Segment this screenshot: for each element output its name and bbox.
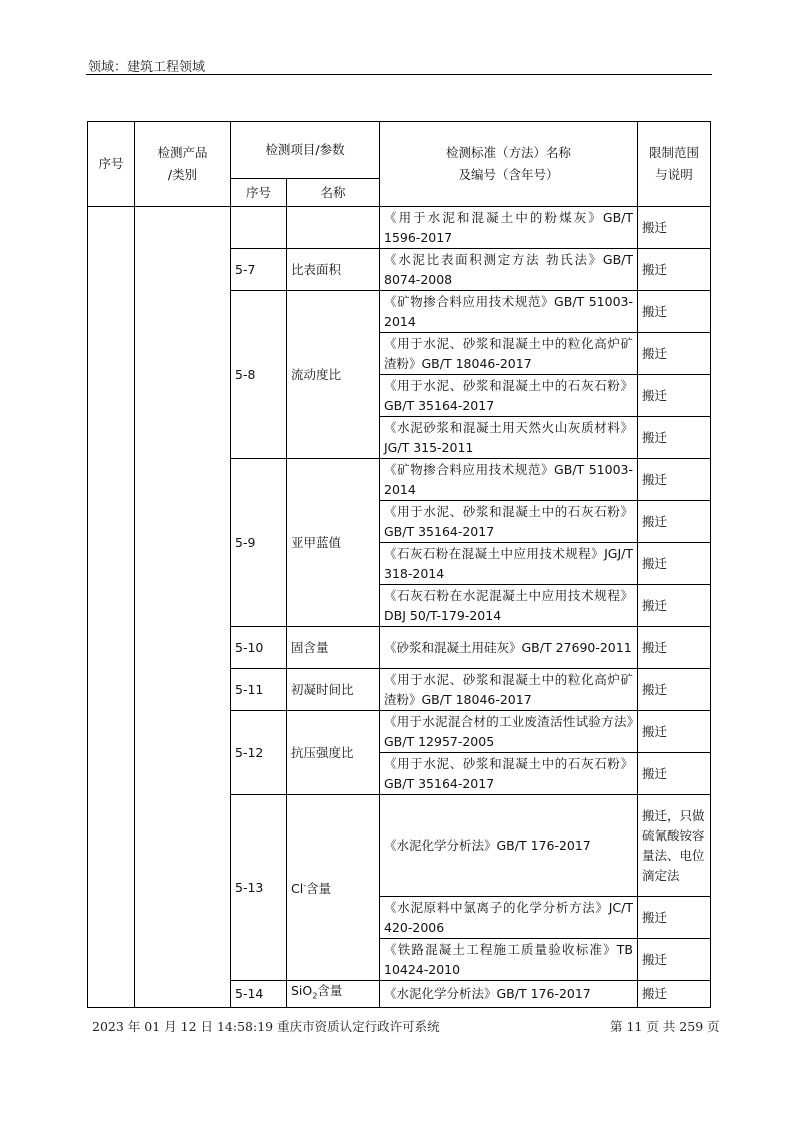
- param-name-cell: 亚甲蓝值: [287, 459, 380, 627]
- param-seq-cell: 5-9: [231, 459, 287, 627]
- standard-cell: 《砂浆和混凝土用硅灰》GB/T 27690-2011: [380, 627, 638, 669]
- header-rule: [86, 74, 712, 75]
- limit-cell: 搬迁: [638, 417, 711, 459]
- param-seq-cell: 5-10: [231, 627, 287, 669]
- limit-cell: 搬迁: [638, 459, 711, 501]
- col-header-limit: 限制范围 与说明: [638, 122, 711, 207]
- limit-cell: 搬迁: [638, 981, 711, 1008]
- product-cell: [135, 207, 231, 1008]
- limit-cell: 搬迁: [638, 585, 711, 627]
- standard-cell: 《水泥化学分析法》GB/T 176-2017: [380, 795, 638, 897]
- limit-cell: 搬迁: [638, 501, 711, 543]
- standard-cell: 《矿物掺合料应用技术规范》GB/T 51003-2014: [380, 291, 638, 333]
- limit-cell: 搬迁: [638, 249, 711, 291]
- param-name-cell: 流动度比: [287, 291, 380, 459]
- limit-cell: 搬迁: [638, 291, 711, 333]
- standard-cell: 《水泥砂浆和混凝土用天然火山灰质材料》JG/T 315-2011: [380, 417, 638, 459]
- param-name-cell: [287, 795, 380, 981]
- limit-cell: 搬迁: [638, 375, 711, 417]
- col-header-param-name: 名称: [287, 179, 380, 207]
- col-header-seq: 序号: [88, 122, 135, 207]
- limit-cell: 搬迁: [638, 543, 711, 585]
- standard-cell: 《用于水泥、砂浆和混凝土中的粒化高炉矿渣粉》GB/T 18046-2017: [380, 669, 638, 711]
- seq-cell: [88, 207, 135, 1008]
- standard-cell: 《用于水泥、砂浆和混凝土中的粒化高炉矿渣粉》GB/T 18046-2017: [380, 333, 638, 375]
- param-seq-cell: 5-8: [231, 291, 287, 459]
- limit-cell: 搬迁: [638, 207, 711, 249]
- param-seq-cell: 5-14: [231, 981, 287, 1008]
- table-row: [88, 207, 711, 249]
- footer-timestamp-system: 2023 年 01 月 12 日 14:58:19 重庆市资质认定行政许可系统: [92, 1019, 440, 1034]
- page-header-domain: 领域：建筑工程领域: [88, 60, 206, 75]
- standard-cell: 《石灰石粉在水泥混凝土中应用技术规程》DBJ 50/T-179-2014: [380, 585, 638, 627]
- silica-symbol: SiO: [291, 983, 313, 998]
- param-seq-cell: 5-13: [231, 795, 287, 981]
- col-header-param: 检测项目/参数: [231, 122, 380, 179]
- param-name-cell: [287, 207, 380, 249]
- limit-cell: 搬迁: [638, 333, 711, 375]
- param-name-suffix: 含量: [306, 881, 332, 897]
- limit-cell: 搬迁: [638, 627, 711, 669]
- col-header-standard: 检测标准（方法）名称 及编号（含年号）: [380, 122, 638, 207]
- standard-cell: 《用于水泥、砂浆和混凝土中的石灰石粉》GB/T 35164-2017: [380, 501, 638, 543]
- standard-cell: 《用于水泥、砂浆和混凝土中的石灰石粉》GB/T 35164-2017: [380, 753, 638, 795]
- limit-cell: 搬迁: [638, 897, 711, 939]
- limit-cell: 搬迁: [638, 753, 711, 795]
- standard-cell: 《水泥比表面积测定方法 勃氏法》GB/T 8074-2008: [380, 249, 638, 291]
- param-name-cell: 抗压强度比: [287, 711, 380, 795]
- standard-cell: 《水泥化学分析法》GB/T 176-2017: [380, 981, 638, 1008]
- limit-cell: 搬迁: [638, 939, 711, 981]
- standard-cell: 《用于水泥和混凝土中的粉煤灰》GB/T 1596-2017: [380, 207, 638, 249]
- chloride-charge: -: [303, 880, 307, 890]
- standard-cell: 《铁路混凝土工程施工质量验收标准》TB 10424-2010: [380, 939, 638, 981]
- standard-cell: 《水泥原料中氯离子的化学分析方法》JC/T 420-2006: [380, 897, 638, 939]
- standard-cell: 《石灰石粉在混凝土中应用技术规程》JGJ/T 318-2014: [380, 543, 638, 585]
- param-name-cell: 固含量: [287, 627, 380, 669]
- param-name-cell: [287, 981, 380, 1008]
- limit-cell: 搬迁，只做硫氰酸铵容量法、电位滴定法: [638, 795, 711, 897]
- param-seq-cell: [231, 207, 287, 249]
- inspection-standards-table: [87, 121, 711, 1008]
- standard-cell: 《矿物掺合料应用技术规范》GB/T 51003-2014: [380, 459, 638, 501]
- standard-cell: 《用于水泥、砂浆和混凝土中的石灰石粉》GB/T 35164-2017: [380, 375, 638, 417]
- param-name-cell: 比表面积: [287, 249, 380, 291]
- param-seq-cell: 5-11: [231, 669, 287, 711]
- param-name-cell: 初凝时间比: [287, 669, 380, 711]
- param-name-suffix: 含量: [317, 983, 343, 998]
- param-seq-cell: 5-7: [231, 249, 287, 291]
- silica-subscript: 2: [312, 991, 318, 1001]
- limit-cell: 搬迁: [638, 711, 711, 753]
- col-header-product: 检测产品 /类别: [135, 122, 231, 207]
- param-seq-cell: 5-12: [231, 711, 287, 795]
- limit-cell: 搬迁: [638, 669, 711, 711]
- footer-page-number: 第 11 页 共 259 页: [610, 1019, 720, 1034]
- chloride-symbol: Cl: [291, 881, 304, 897]
- standard-cell: 《用于水泥混合材的工业废渣活性试验方法》GB/T 12957-2005: [380, 711, 638, 753]
- col-header-param-seq: 序号: [231, 179, 287, 207]
